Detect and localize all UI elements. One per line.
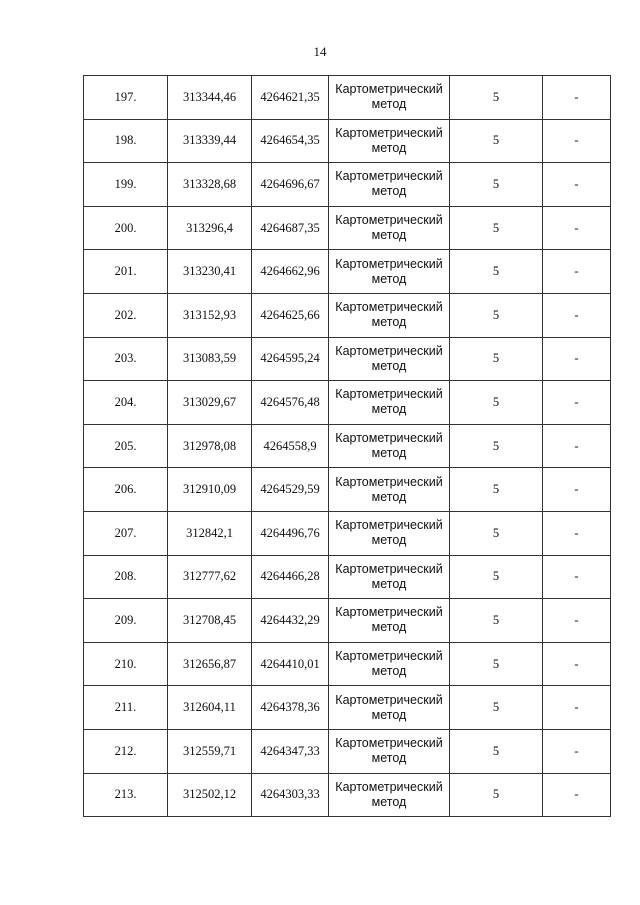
accuracy-cell: 5 bbox=[450, 206, 543, 250]
accuracy-cell: 5 bbox=[450, 642, 543, 686]
accuracy-cell: 5 bbox=[450, 163, 543, 207]
point-number-cell: 198. bbox=[84, 119, 168, 163]
method-cell bbox=[329, 642, 450, 686]
table-row bbox=[84, 599, 611, 643]
point-number-cell: 201. bbox=[84, 250, 168, 294]
method-line-2: метод bbox=[371, 140, 407, 155]
x-coordinate-cell: 312502,12 bbox=[168, 773, 252, 817]
table-row bbox=[84, 119, 611, 163]
accuracy-cell: 5 bbox=[450, 555, 543, 599]
method-line-2: метод bbox=[371, 664, 407, 679]
table-row bbox=[84, 511, 611, 555]
method-line-2: метод bbox=[371, 97, 407, 112]
method-line-1: Картометрический bbox=[335, 82, 443, 97]
method-cell bbox=[329, 250, 450, 294]
x-coordinate-cell: 313296,4 bbox=[168, 206, 252, 250]
table-row bbox=[84, 250, 611, 294]
method-line-1: Картометрический bbox=[335, 561, 443, 576]
method-line-1: Картометрический bbox=[335, 256, 443, 271]
note-cell: - bbox=[543, 163, 611, 207]
method-cell bbox=[329, 76, 450, 120]
method-cell bbox=[329, 381, 450, 425]
method-cell bbox=[329, 163, 450, 207]
point-number-cell: 212. bbox=[84, 729, 168, 773]
method-line-2: метод bbox=[371, 620, 407, 635]
method-cell bbox=[329, 773, 450, 817]
y-coordinate-cell: 4264687,35 bbox=[252, 206, 329, 250]
point-number-cell: 205. bbox=[84, 424, 168, 468]
note-cell: - bbox=[543, 729, 611, 773]
method-line-1: Картометрический bbox=[335, 213, 443, 228]
y-coordinate-cell: 4264347,33 bbox=[252, 729, 329, 773]
note-cell: - bbox=[543, 293, 611, 337]
coordinates-table bbox=[83, 75, 611, 817]
point-number-cell: 200. bbox=[84, 206, 168, 250]
y-coordinate-cell: 4264303,33 bbox=[252, 773, 329, 817]
table-body bbox=[84, 76, 611, 817]
accuracy-cell: 5 bbox=[450, 381, 543, 425]
accuracy-cell: 5 bbox=[450, 729, 543, 773]
accuracy-cell: 5 bbox=[450, 511, 543, 555]
note-cell: - bbox=[543, 381, 611, 425]
table-row bbox=[84, 642, 611, 686]
y-coordinate-cell: 4264696,67 bbox=[252, 163, 329, 207]
method-line-2: метод bbox=[371, 489, 407, 504]
note-cell: - bbox=[543, 337, 611, 381]
table-row bbox=[84, 76, 611, 120]
method-cell bbox=[329, 337, 450, 381]
method-cell bbox=[329, 293, 450, 337]
point-number-cell: 204. bbox=[84, 381, 168, 425]
method-line-1: Картометрический bbox=[335, 736, 443, 751]
x-coordinate-cell: 312842,1 bbox=[168, 511, 252, 555]
point-number-cell: 202. bbox=[84, 293, 168, 337]
y-coordinate-cell: 4264558,9 bbox=[252, 424, 329, 468]
table-row bbox=[84, 555, 611, 599]
table-row bbox=[84, 206, 611, 250]
method-line-1: Картометрический bbox=[335, 692, 443, 707]
method-line-1: Картометрический bbox=[335, 605, 443, 620]
y-coordinate-cell: 4264529,59 bbox=[252, 468, 329, 512]
method-cell bbox=[329, 206, 450, 250]
point-number-cell: 213. bbox=[84, 773, 168, 817]
accuracy-cell: 5 bbox=[450, 76, 543, 120]
x-coordinate-cell: 312708,45 bbox=[168, 599, 252, 643]
page-number: 14 bbox=[313, 44, 327, 59]
note-cell: - bbox=[543, 424, 611, 468]
y-coordinate-cell: 4264625,66 bbox=[252, 293, 329, 337]
method-cell bbox=[329, 555, 450, 599]
y-coordinate-cell: 4264410,01 bbox=[252, 642, 329, 686]
accuracy-cell: 5 bbox=[450, 119, 543, 163]
method-line-2: метод bbox=[371, 751, 407, 766]
method-cell bbox=[329, 729, 450, 773]
accuracy-cell: 5 bbox=[450, 337, 543, 381]
y-coordinate-cell: 4264654,35 bbox=[252, 119, 329, 163]
point-number-cell: 209. bbox=[84, 599, 168, 643]
note-cell: - bbox=[543, 773, 611, 817]
note-cell: - bbox=[543, 119, 611, 163]
method-line-2: метод bbox=[371, 794, 407, 809]
table-row bbox=[84, 468, 611, 512]
method-cell bbox=[329, 686, 450, 730]
x-coordinate-cell: 313344,46 bbox=[168, 76, 252, 120]
point-number-cell: 207. bbox=[84, 511, 168, 555]
accuracy-cell: 5 bbox=[450, 773, 543, 817]
point-number-cell: 206. bbox=[84, 468, 168, 512]
x-coordinate-cell: 312656,87 bbox=[168, 642, 252, 686]
method-line-2: метод bbox=[371, 576, 407, 591]
method-cell bbox=[329, 119, 450, 163]
table-row bbox=[84, 424, 611, 468]
method-cell bbox=[329, 424, 450, 468]
point-number-cell: 211. bbox=[84, 686, 168, 730]
accuracy-cell: 5 bbox=[450, 599, 543, 643]
table-row bbox=[84, 293, 611, 337]
method-line-2: метод bbox=[371, 402, 407, 417]
note-cell: - bbox=[543, 511, 611, 555]
method-line-2: метод bbox=[371, 707, 407, 722]
method-line-1: Картометрический bbox=[335, 474, 443, 489]
y-coordinate-cell: 4264576,48 bbox=[252, 381, 329, 425]
method-line-1: Картометрический bbox=[335, 779, 443, 794]
y-coordinate-cell: 4264378,36 bbox=[252, 686, 329, 730]
x-coordinate-cell: 312910,09 bbox=[168, 468, 252, 512]
note-cell: - bbox=[543, 76, 611, 120]
note-cell: - bbox=[543, 206, 611, 250]
method-line-2: метод bbox=[371, 184, 407, 199]
table-row bbox=[84, 163, 611, 207]
point-number-cell: 208. bbox=[84, 555, 168, 599]
note-cell: - bbox=[543, 250, 611, 294]
note-cell: - bbox=[543, 599, 611, 643]
method-line-1: Картометрический bbox=[335, 518, 443, 533]
x-coordinate-cell: 313328,68 bbox=[168, 163, 252, 207]
method-line-1: Картометрический bbox=[335, 343, 443, 358]
method-line-2: метод bbox=[371, 271, 407, 286]
note-cell: - bbox=[543, 555, 611, 599]
note-cell: - bbox=[543, 642, 611, 686]
x-coordinate-cell: 313029,67 bbox=[168, 381, 252, 425]
method-cell bbox=[329, 511, 450, 555]
method-cell bbox=[329, 599, 450, 643]
point-number-cell: 197. bbox=[84, 76, 168, 120]
x-coordinate-cell: 312777,62 bbox=[168, 555, 252, 599]
accuracy-cell: 5 bbox=[450, 424, 543, 468]
point-number-cell: 210. bbox=[84, 642, 168, 686]
method-line-1: Картометрический bbox=[335, 125, 443, 140]
y-coordinate-cell: 4264466,28 bbox=[252, 555, 329, 599]
table-row bbox=[84, 686, 611, 730]
method-line-2: метод bbox=[371, 446, 407, 461]
method-line-2: метод bbox=[371, 315, 407, 330]
table-row bbox=[84, 381, 611, 425]
accuracy-cell: 5 bbox=[450, 686, 543, 730]
point-number-cell: 199. bbox=[84, 163, 168, 207]
method-line-1: Картометрический bbox=[335, 300, 443, 315]
x-coordinate-cell: 313083,59 bbox=[168, 337, 252, 381]
accuracy-cell: 5 bbox=[450, 468, 543, 512]
method-line-1: Картометрический bbox=[335, 431, 443, 446]
y-coordinate-cell: 4264621,35 bbox=[252, 76, 329, 120]
note-cell: - bbox=[543, 468, 611, 512]
x-coordinate-cell: 312978,08 bbox=[168, 424, 252, 468]
x-coordinate-cell: 312604,11 bbox=[168, 686, 252, 730]
method-line-1: Картометрический bbox=[335, 169, 443, 184]
accuracy-cell: 5 bbox=[450, 293, 543, 337]
point-number-cell: 203. bbox=[84, 337, 168, 381]
y-coordinate-cell: 4264432,29 bbox=[252, 599, 329, 643]
accuracy-cell: 5 bbox=[450, 250, 543, 294]
method-line-2: метод bbox=[371, 533, 407, 548]
method-line-1: Картометрический bbox=[335, 649, 443, 664]
method-cell bbox=[329, 468, 450, 512]
table-row bbox=[84, 729, 611, 773]
x-coordinate-cell: 312559,71 bbox=[168, 729, 252, 773]
y-coordinate-cell: 4264496,76 bbox=[252, 511, 329, 555]
y-coordinate-cell: 4264662,96 bbox=[252, 250, 329, 294]
note-cell: - bbox=[543, 686, 611, 730]
method-line-2: метод bbox=[371, 358, 407, 373]
table-row bbox=[84, 337, 611, 381]
y-coordinate-cell: 4264595,24 bbox=[252, 337, 329, 381]
x-coordinate-cell: 313339,44 bbox=[168, 119, 252, 163]
x-coordinate-cell: 313230,41 bbox=[168, 250, 252, 294]
method-line-2: метод bbox=[371, 228, 407, 243]
method-line-1: Картометрический bbox=[335, 387, 443, 402]
table-row bbox=[84, 773, 611, 817]
x-coordinate-cell: 313152,93 bbox=[168, 293, 252, 337]
